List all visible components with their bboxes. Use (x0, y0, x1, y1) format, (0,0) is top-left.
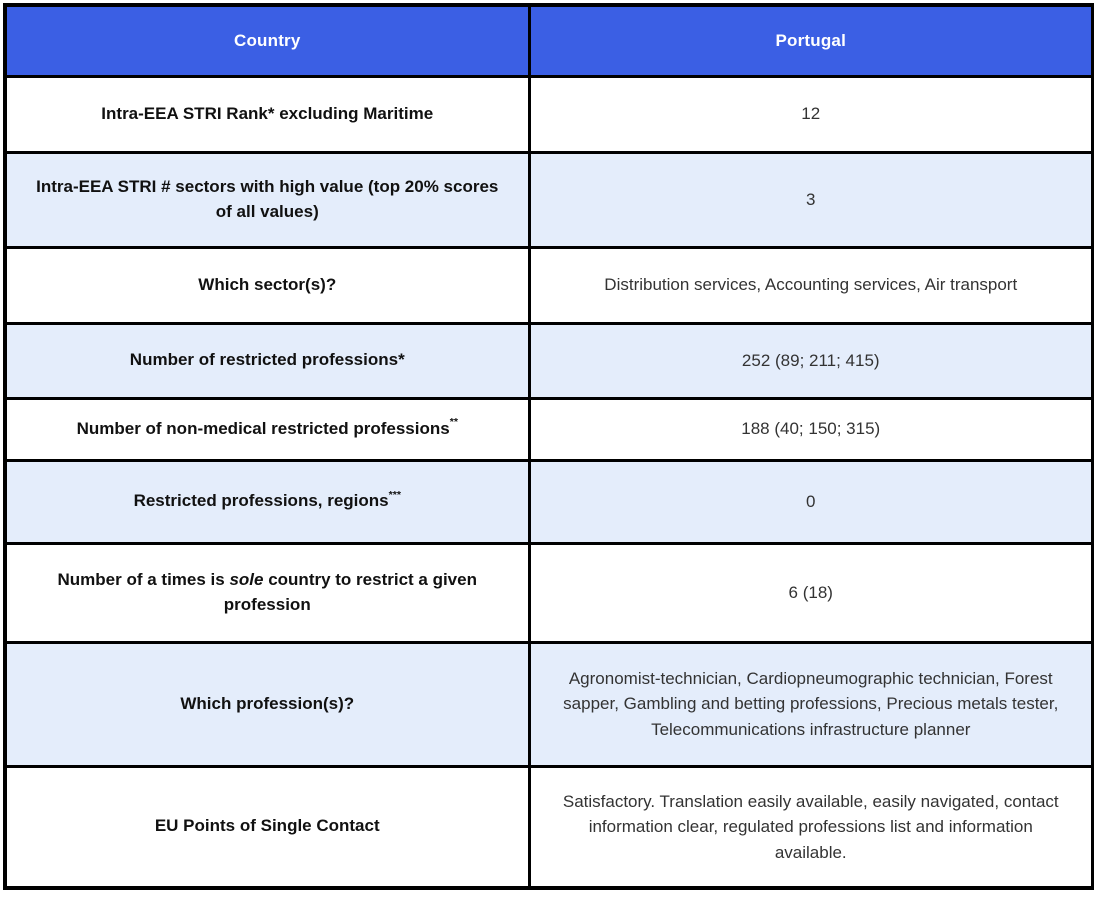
row-value: 12 (529, 76, 1093, 152)
table-row (5, 398, 1093, 460)
header-cell-country: Country (5, 5, 529, 76)
table-row (5, 247, 1093, 323)
row-label: Number of restricted professions* (5, 323, 529, 398)
row-label: Which sector(s)? (5, 247, 529, 323)
row-value: Satisfactory. Translation easily available, easily navigated, contact information clear, regulated professions list and information available. (529, 766, 1093, 888)
row-value: Distribution services, Accounting services, Air transport (529, 247, 1093, 323)
table-row (5, 76, 1093, 152)
header-row (5, 5, 1093, 76)
row-label: Which profession(s)? (5, 642, 529, 766)
country-profile-table (3, 3, 1094, 890)
table-row (5, 766, 1093, 888)
header-cell-portugal: Portugal (529, 5, 1093, 76)
row-value: 252 (89; 211; 415) (529, 323, 1093, 398)
row-value: 188 (40; 150; 315) (529, 398, 1093, 460)
row-value: 6 (18) (529, 543, 1093, 642)
table-body (5, 76, 1093, 888)
row-value: 0 (529, 460, 1093, 543)
row-label: Intra-EEA STRI Rank* excluding Maritime (5, 76, 529, 152)
row-label: Restricted professions, regions*** (5, 460, 529, 543)
table-row (5, 152, 1093, 247)
table-row (5, 460, 1093, 543)
row-label: EU Points of Single Contact (5, 766, 529, 888)
table-row (5, 642, 1093, 766)
row-value: 3 (529, 152, 1093, 247)
row-label: Intra-EEA STRI # sectors with high value (top 20% scores of all values) (5, 152, 529, 247)
row-label: Number of a times is sole country to restrict a given profession (5, 543, 529, 642)
table-header (5, 5, 1093, 76)
table-row (5, 543, 1093, 642)
table-row (5, 323, 1093, 398)
row-label: Number of non-medical restricted professions** (5, 398, 529, 460)
row-value: Agronomist-technician, Cardiopneumographic technician, Forest sapper, Gambling and betting professions, Precious metals tester, Telecommunications infrastructure planner (529, 642, 1093, 766)
